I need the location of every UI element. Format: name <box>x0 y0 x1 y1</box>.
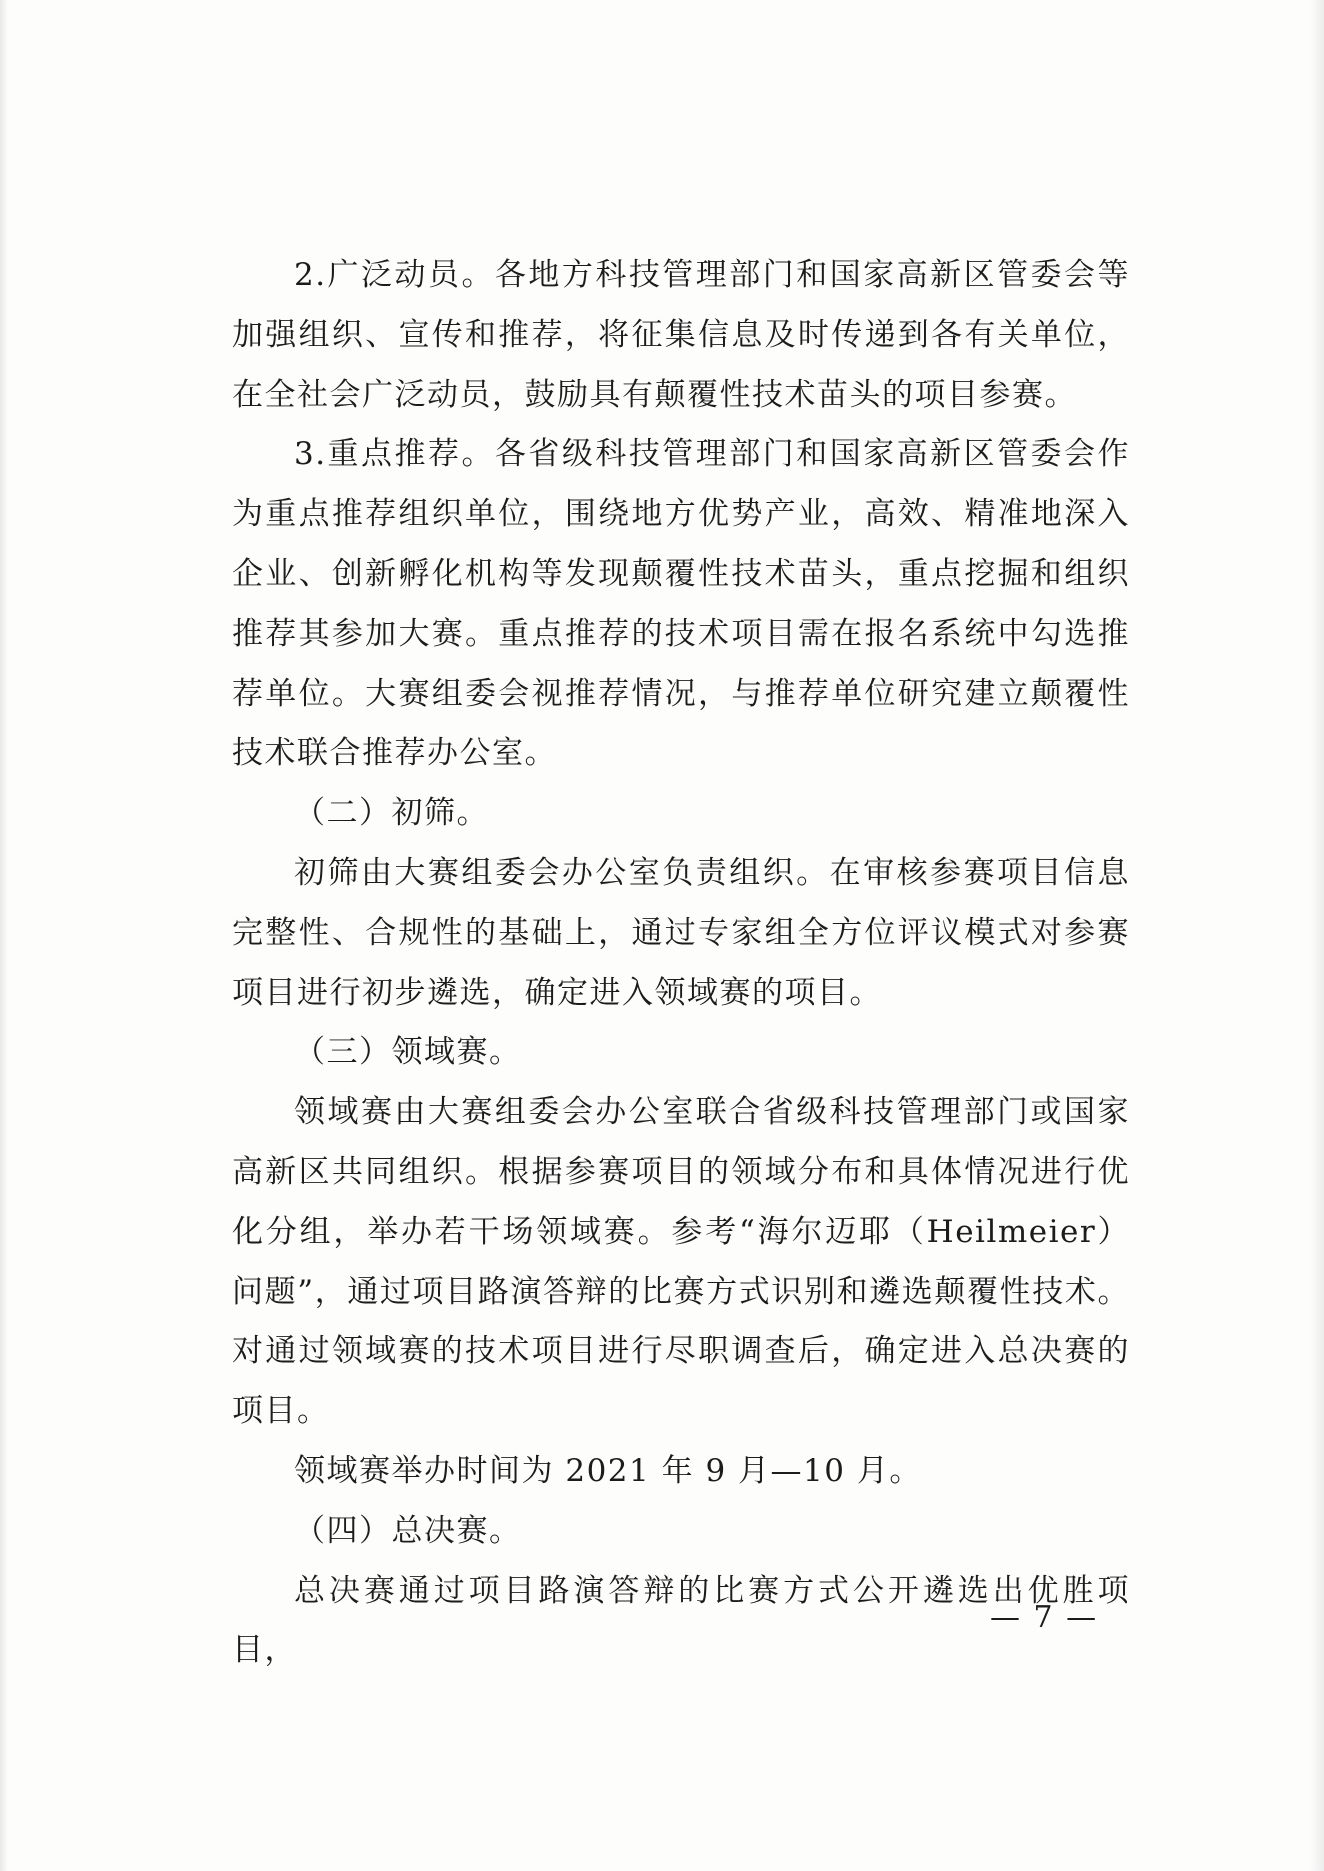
paragraph-mobilization: 2.广泛动员。各地方科技管理部门和国家高新区管委会等加强组织、宣传和推荐，将征集信息及时传递到各有关单位，在全社会广泛动员，鼓励具有颠覆性技术苗头的项目参赛。 <box>232 257 1130 413</box>
scan-edge-right <box>1310 0 1324 1871</box>
document-body <box>232 246 1130 1681</box>
page-number: — 7 — <box>990 1600 1099 1635</box>
section-heading-domain-contest: （三）领域赛。 <box>294 1034 522 1071</box>
paragraph-screening: 初筛由大赛组委会办公室负责组织。在审核参赛项目信息完整性、合规性的基础上，通过专家组全方位评议模式对参赛项目进行初步遴选，确定进入领域赛的项目。 <box>232 854 1130 1011</box>
paragraph-key-recommendation: 3.重点推荐。各省级科技管理部门和国家高新区管委会作为重点推荐组织单位，围绕地方优势产业，高效、精准地深入企业、创新孵化机构等发现颠覆性技术苗头，重点挖掘和组织推荐其参加大赛。重点推荐的技术项目需在报名系统中勾选推荐单位。大赛组委会视推荐情况，与推荐单位研究建立颠覆性技术联合推荐办公室。 <box>232 436 1130 772</box>
scan-edge-left <box>0 0 8 1871</box>
section-heading-finals: （四）总决赛。 <box>294 1512 522 1549</box>
paragraph-domain-contest: 领域赛由大赛组委会办公室联合省级科技管理部门或国家高新区共同组织。根据参赛项目的领域分布和具体情况进行优化分组，举办若干场领域赛。参考“海尔迈耶（Heilmeier）问题”，通过项目路演答辩的比赛方式识别和遴选颠覆性技术。对通过领域赛的技术项目进行尽职调查后，确定进入总决赛的项目。 <box>232 1094 1130 1430</box>
paragraph-domain-contest-schedule: 领域赛举办时间为 2021 年 9 月—10 月。 <box>294 1452 922 1489</box>
section-heading-screening: （二）初筛。 <box>294 795 489 832</box>
paragraph-finals: 总决赛通过项目路演答辩的比赛方式公开遴选出优胜项目， <box>232 1572 1130 1669</box>
